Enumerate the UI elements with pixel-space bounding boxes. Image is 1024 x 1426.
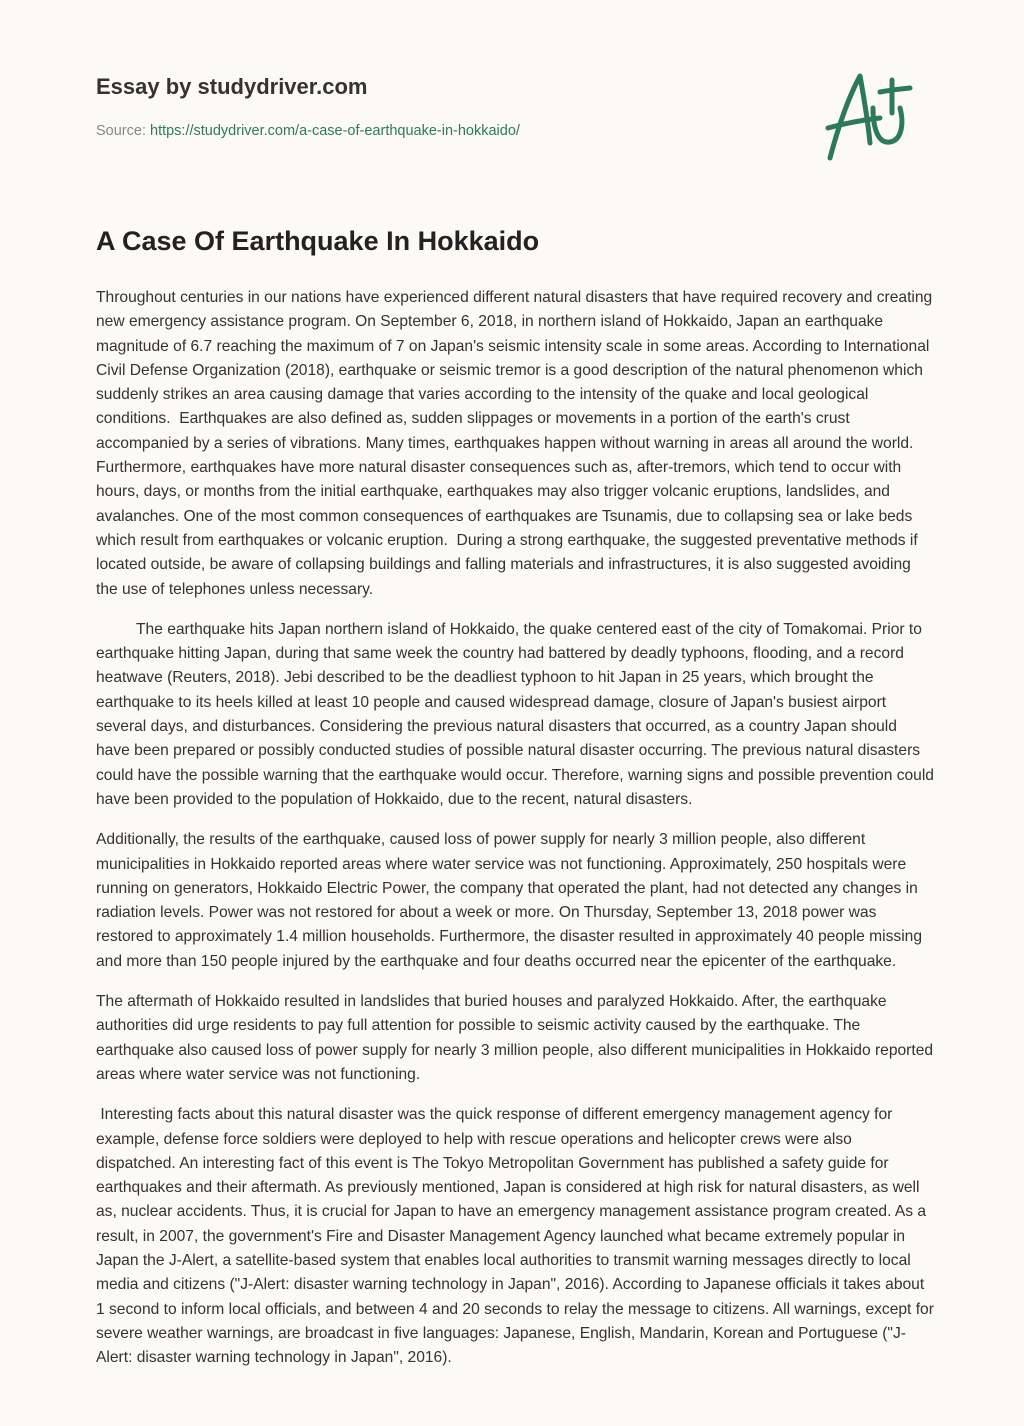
site-brand: Essay by studydriver.com (96, 74, 368, 99)
essay-title: A Case Of Earthquake In Hokkaido (96, 226, 540, 256)
essay-body (96, 286, 939, 1386)
source-link[interactable]: https://studydriver.com/a-case-of-earthquake-in-hokkaido/ (150, 123, 520, 139)
paragraph: The earthquake hits Japan northern island of Hokkaido, the quake centered east of the city of Tomakomai. Prior to earthquake hitting Japan, during that same week the country had battered by deadly typhoons, flooding, and a record heatwave (Reuters, 2018). Jebi described to be the deadliest typhoon to hit Japan in 25 years, which brought the earthquake to its heels killed at least 10 people and caused widespread damage, closure of Japan's busiest airport several days, and disturbances. Considering the previous natural disasters that occurred, as a country Japan should have been prepared or possibly conducted studies of possible natural disaster occurring. The previous natural disasters could have the possible warning that the earthquake would occur. Therefore, warning signs and possible prevention could have been provided to the population of Hokkaido, due to the recent, natural disasters. (96, 620, 939, 808)
a-plus-logo-icon (818, 68, 928, 168)
source-line (96, 123, 520, 139)
paragraph: The aftermath of Hokkaido resulted in landslides that buried houses and paralyzed Hokkaido. After, the earthquake authorities did urge residents to pay full attention for possible to seismic activity caused by the earthquake. The earthquake also caused loss of power supply for nearly 3 million people, also different municipalities in Hokkaido reported areas where water service was not functioning. (96, 993, 938, 1083)
paragraph: Throughout centuries in our nations have experienced different natural disasters that have required recovery and creating new emergency assistance program. On September 6, 2018, in northern island of Hokkaido, Japan an earthquake magnitude of 6.7 reaching the maximum of 7 on Japan's seismic intensity scale in some areas. According to International Civil Defense Organization (2018), earthquake or seismic tremor is a good description of the natural phenomenon which suddenly strikes an area causing damage that varies according to the intensity of the quake and local geological conditions. Earthquakes are also defined as, sudden slippages or movements in a portion of the earth's crust accompanied by a series of vibrations. Many times, earthquakes happen without warning in areas all around the world. Furthermore, earthquakes have more natural disaster consequences such as, after-tremors, which tend to occur with hours, days, or months from the initial earthquake, earthquakes may also trigger volcanic eruptions, landslides, and avalanches. One of the most common consequences of earthquakes are Tsunamis, due to collapsing sea or lake beds which result from earthquakes or volcanic eruption. During a strong earthquake, the suggested preventative methods if located outside, be aware of collapsing buildings and falling materials and infrastructures, it is also suggested avoiding the use of telephones unless necessary. (96, 289, 937, 598)
paragraph: Interesting facts about this natural disaster was the quick response of different emergency management agency for example, defense force soldiers were deployed to help with rescue operations and helicopter crews were also dispatched. An interesting fact of this event is The Tokyo Metropolitan Government has published a safety guide for earthquakes and their aftermath. As previously mentioned, Japan is considered at high risk for natural disasters, as well as, nuclear accidents. Thus, it is crucial for Japan to have an emergency management assistance program created. As a result, in 2007, the government's Fire and Disaster Management Agency launched what became extremely popular in Japan the J-Alert, a satellite-based system that enables local authorities to transmit warning messages directly to local media and citizens ("J-Alert: disaster warning technology in Japan", 2016). According to Japanese officials it takes about 1 second to inform local officials, and between 4 and 20 seconds to relay the message to citizens. All warnings, except for severe weather warnings, are broadcast in five languages: Japanese, English, Mandarin, Korean and Portuguese ("J-Alert: disaster warning technology in Japan", 2016). (96, 1106, 939, 1367)
source-label: Source: (96, 123, 150, 139)
paragraph: Additionally, the results of the earthquake, caused loss of power supply for nearly 3 million people, also different municipalities in Hokkaido reported areas where water service was not functioning. Approximately, 250 hospitals were running on generators, Hokkaido Electric Power, the company that operated the plant, had not detected any changes in radiation levels. Power was not restored for about a week or more. On Thursday, September 13, 2018 power was restored to approximately 1.4 million households. Furthermore, the disaster resulted in approximately 40 people missing and more than 150 people injured by the earthquake and four deaths occurred near the epicenter of the earthquake. (96, 831, 927, 970)
